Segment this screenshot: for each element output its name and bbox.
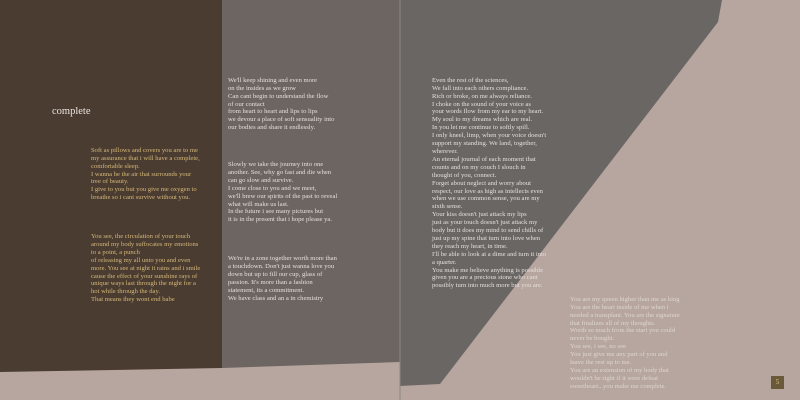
- poem-title: complete: [52, 106, 91, 117]
- stanza: You are my queen higher than me as king You are the heart inside of me when i needed a transplant. You are the signature that finalizes all of my thoughts. Worth so much from the start you could never be bought. You see, i see, no see You just give me any part of you and leave the rest up to me. You are an extension of my body that wouldn't be right if it were defeat sweetheart...you make me complete.: [570, 295, 680, 390]
- stanza: Slowly we take the journey into one another. See, why go fast and die when can go slow and survive. I come close to you and we meet, we'll brew our spirits of the past to reveal what will make us last. In the future i see many pictures but it is in the present that i hope please ya.: [228, 160, 338, 224]
- column-three: [432, 61, 546, 306]
- stanza: Even the rest of the sciences, We fall into each others compliance. Rich or broke, on me always reliance. I choke on the sound of your voice as your words flow from my ear to my heart. My soul to my dreams which are real. In you let me continue to softly spill. I only kneel, limp, when your voice doesn't support my standing. We land, together, wherever. An eternal journal of each moment that counts and on my couch I slouch in thought of you, connect. Forget about neglect and worry about respect, our love as high as intellects even when we use common sense, you are my sixth sense. Your kiss doesn't just attack my lips just as your touch doesn't just attack my body but it does my mind to send chills of just up my spine that turn into love when they reach my heart, in time. I'll be able to look at a dime and turn it into a quarter. You make me believe anything is possible given you are a precious stone who cant possibly turn into much more but you are.: [432, 76, 547, 290]
- column-two: [228, 61, 337, 318]
- stanza: You see, the circulation of your touch around my body suffocates my emotions to a point, a punch of releasing my all unto you and even more. You see at night it rains and i smile cause the effect of your sunshine rays of unique ways last through the night for a hot while through the day. That means they wont end babe: [91, 232, 201, 304]
- column-one: [91, 131, 200, 320]
- stanza: Soft as pillows and covers you are to me my assurance that i will have a complete, comfortable sleep. I wanna be the air that surrounds your tree of beauty. I give to you but you give me oxygen to breathe so i cant survive without you.: [91, 146, 200, 202]
- stanza: We're in a zone together worth more than a touchdown. Don't just wanna love you down but up to fill our cup, glass of passion. It's more than a fashion statement, its a commitment. We have class and an a in chemistry: [228, 255, 337, 302]
- column-four: [570, 280, 680, 400]
- stanza: We'll keep shining and even more on the insides as we grow Can cant begin to understand the flow of our contact from heart to heart and lips to lips we devour a place of soft sensuality into our bodies and share it endlessly.: [228, 76, 335, 132]
- page-number-badge: 5: [771, 376, 784, 389]
